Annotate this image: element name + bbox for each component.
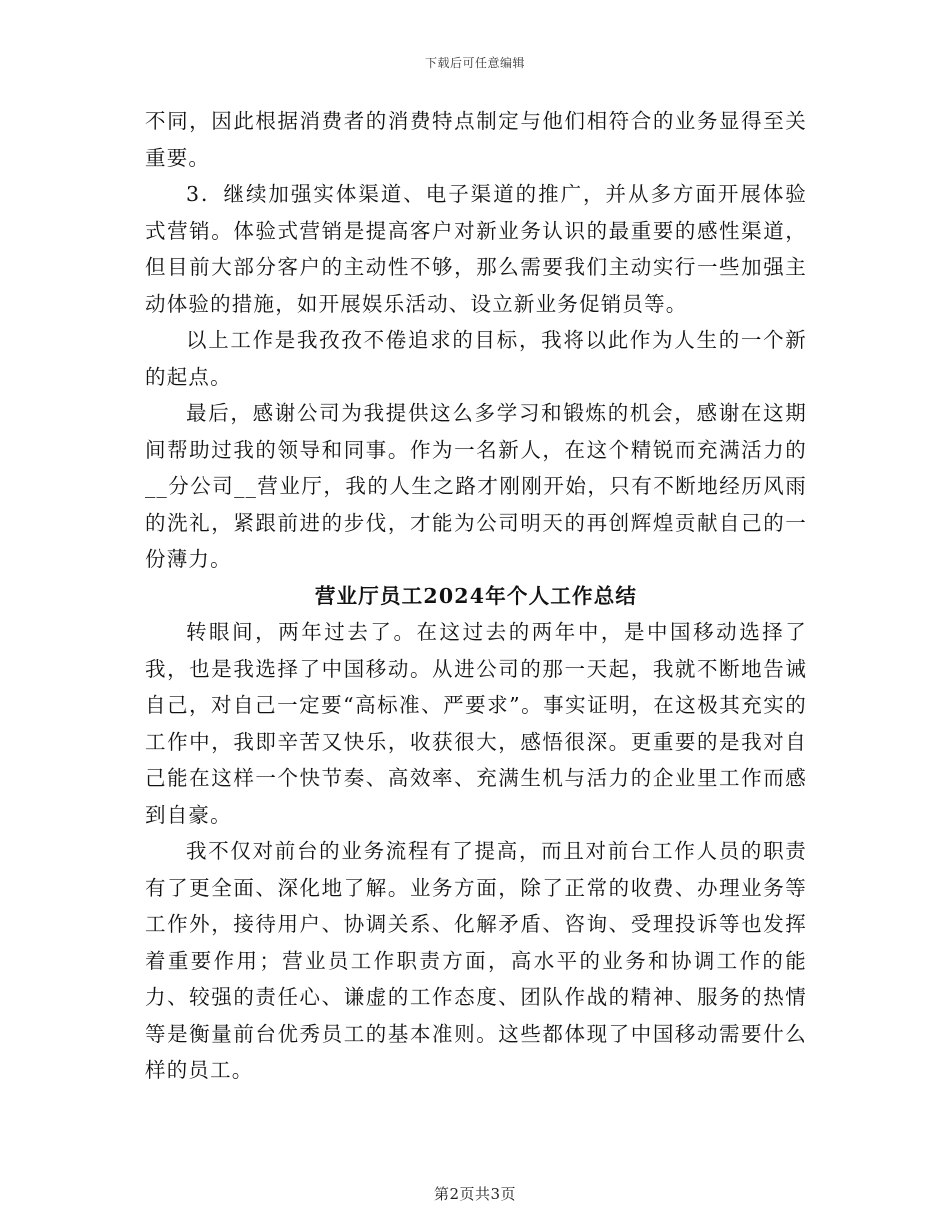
section-title: 营业厅员工2024年个人工作总结 — [314, 583, 638, 608]
paragraph-duties: 我不仅对前台的业务流程有了提高，而且对前台工作人员的职责有了更全面、深化地了解。业务方面，除了正常的收费、办理业务等工作外，接待用户、协调关系、化解矛盾、咨询、受理投诉等也发挥着重要作用；营业员工作职责方面，高水平的业务和协调工作的能力、较强的责任心、谦虚的工作态度、团队作战的精神、服务的热情等是衡量前台优秀员工的基本准则。这些都体现了中国移动需要什么样的员工。 — [145, 839, 807, 1082]
paragraph-point-3: 3．继续加强实体渠道、电子渠道的推广，并从多方面开展体验式营销。体验式营销是提高客户对新业务认识的最重要的感性渠道，但目前大部分客户的主动性不够，那么需要我们主动实行一些加强主动体验的措施，如开展娱乐活动、设立新业务促销员等。 — [145, 182, 807, 316]
paragraph-intro: 转眼间，两年过去了。在这过去的两年中，是中国移动选择了我，也是我选择了中国移动。从进公司的那一天起，我就不断地告诫自己，对自己一定要“高标准、严要求”。事实证明，在这极其充实的工作中，我即辛苦又快乐，收获很大，感悟很深。更重要的是我对自己能在这样一个快节奏、高效率、充满生机与活力的企业里工作而感到自豪。 — [145, 620, 807, 827]
paragraph-continuation: 不同，因此根据消费者的消费特点制定与他们相符合的业务显得至关重要。 — [145, 109, 807, 170]
page-header: 下载后可任意编辑 — [424, 56, 525, 70]
paragraph-thanks: 最后，感谢公司为我提供这么多学习和锻炼的机会，感谢在这期间帮助过我的领导和同事。作为一名新人，在这个精锐而充满活力的__分公司__营业厅，我的人生之路才刚刚开始，只有不断地经历风雨的洗礼，紧跟前进的步伐，才能为公司明天的再创辉煌贡献自己的一份薄力。 — [145, 401, 807, 571]
paragraph-goal: 以上工作是我孜孜不倦追求的目标，我将以此作为人生的一个新的起点。 — [145, 328, 807, 389]
page-number: 第2页共3页 — [433, 1185, 517, 1203]
document-body — [145, 103, 807, 1089]
